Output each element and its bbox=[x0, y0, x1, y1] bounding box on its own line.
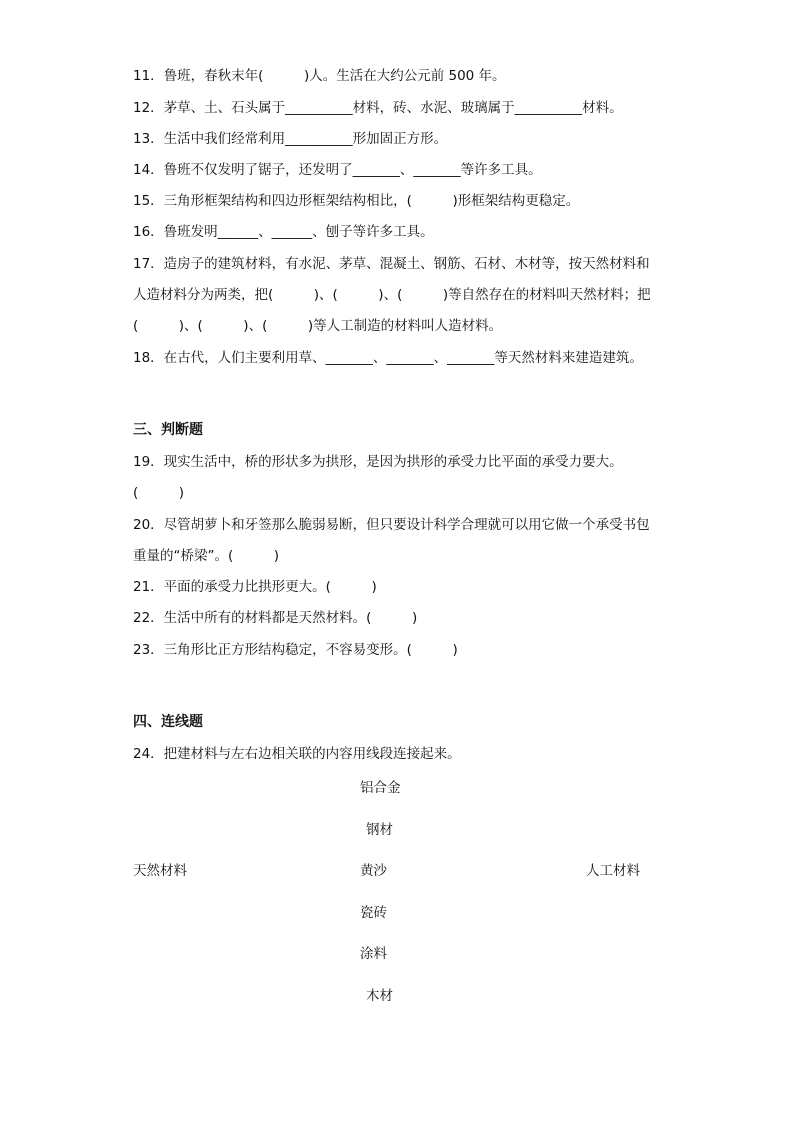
section-judge-heading: 三、判断题 bbox=[133, 422, 203, 438]
question-13: 13．生活中我们经常利用__________形加固正方形。 bbox=[133, 131, 448, 147]
question-19-answer: ( ) bbox=[133, 485, 185, 501]
question-24: 24．把建材料与左右边相关联的内容用线段连接起来。 bbox=[133, 746, 461, 762]
section-matching-heading: 四、连线题 bbox=[133, 714, 203, 730]
question-11: 11．鲁班，春秋末年( )人。生活在大约公元前 500 年。 bbox=[133, 68, 506, 84]
question-17-line-1: 17．造房子的建筑材料，有水泥、茅草、混凝土、钢筋、石材、木材等，按天然材料和 bbox=[133, 256, 650, 272]
question-21: 21．平面的承受力比拱形更大。( ) bbox=[133, 579, 377, 595]
question-18: 18．在古代，人们主要利用草、_______、_______、_______等天然材料来建造建筑。 bbox=[133, 350, 643, 366]
material-item: 瓷砖 bbox=[360, 905, 387, 921]
question-17-line-3: ( )、( )、( )等人工制造的材料叫人造材料。 bbox=[133, 318, 503, 334]
material-item: 黄沙 bbox=[360, 863, 387, 879]
match-right-artificial: 人工材料 bbox=[586, 863, 640, 879]
question-20-line-1: 20．尽管胡萝卜和牙签那么脆弱易断，但只要设计科学合理就可以用它做一个承受书包 bbox=[133, 517, 650, 533]
material-item: 钢材 bbox=[366, 822, 393, 838]
material-item: 涂料 bbox=[360, 946, 387, 962]
question-14: 14．鲁班不仅发明了锯子，还发明了_______、_______等许多工具。 bbox=[133, 162, 542, 178]
match-left-natural: 天然材料 bbox=[133, 863, 187, 879]
question-19: 19．现实生活中，桥的形状多为拱形，是因为拱形的承受力比平面的承受力要大。 bbox=[133, 454, 623, 470]
question-22: 22．生活中所有的材料都是天然材料。( ) bbox=[133, 610, 418, 626]
question-20-line-2: 重量的“桥梁”。( ) bbox=[133, 548, 280, 564]
material-item: 铝合金 bbox=[360, 780, 401, 796]
question-17-line-2: 人造材料分为两类，把( )、( )、( )等自然存在的材料叫天然材料；把 bbox=[133, 287, 651, 303]
question-12: 12．茅草、土、石头属于__________材料，砖、水泥、玻璃属于__________材料。 bbox=[133, 100, 623, 116]
material-item: 木材 bbox=[366, 988, 393, 1004]
question-16: 16．鲁班发明______、______、刨子等许多工具。 bbox=[133, 224, 434, 240]
question-23: 23．三角形比正方形结构稳定，不容易变形。( ) bbox=[133, 642, 458, 658]
question-15: 15．三角形框架结构和四边形框架结构相比，( )形框架结构更稳定。 bbox=[133, 193, 580, 209]
